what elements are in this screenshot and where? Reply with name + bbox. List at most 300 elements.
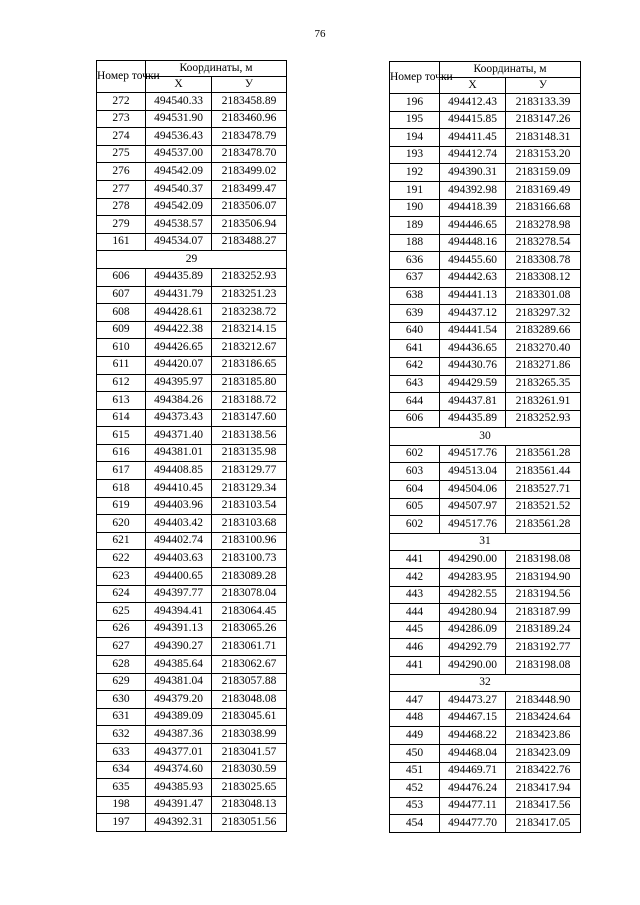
point-number-header: Номер точки <box>390 62 440 94</box>
point-number-cell: 637 <box>390 269 440 287</box>
x-coordinate-cell: 494290.00 <box>440 657 506 675</box>
table-row <box>390 234 581 252</box>
table-row <box>97 673 287 691</box>
x-coordinate-cell: 494436.65 <box>440 340 506 358</box>
x-coordinate-cell: 494385.93 <box>146 779 212 797</box>
x-coordinate-cell: 494477.70 <box>440 815 506 833</box>
table-row <box>390 762 581 780</box>
table-row <box>97 268 287 286</box>
x-coordinate-cell: 494422.38 <box>146 321 212 339</box>
point-number-cell: 628 <box>97 656 146 674</box>
y-coordinate-cell: 2183423.09 <box>506 744 581 762</box>
y-coordinate-cell: 2183061.71 <box>212 638 287 656</box>
x-coordinate-cell: 494412.43 <box>440 94 506 112</box>
y-coordinate-cell: 2183214.15 <box>212 321 287 339</box>
point-number-cell: 445 <box>390 621 440 639</box>
point-number-header: Номер точки <box>97 61 146 93</box>
point-number-cell: 619 <box>97 497 146 515</box>
point-number-cell: 602 <box>390 516 440 534</box>
table-row <box>97 93 287 111</box>
y-coordinate-cell: 2183561.44 <box>506 463 581 481</box>
point-number-cell: 611 <box>97 356 146 374</box>
x-coordinate-cell: 494504.06 <box>440 481 506 499</box>
table-row <box>97 409 287 427</box>
y-coordinate-cell: 2183189.24 <box>506 621 581 639</box>
y-coordinate-cell: 2183041.57 <box>212 743 287 761</box>
point-number-cell: 618 <box>97 480 146 498</box>
y-coordinate-cell: 2183192.77 <box>506 639 581 657</box>
table-row <box>97 444 287 462</box>
table-row <box>97 638 287 656</box>
point-number-cell: 630 <box>97 691 146 709</box>
section-number: 32 <box>390 674 581 692</box>
y-coordinate-cell: 2183423.86 <box>506 727 581 745</box>
y-coordinate-cell: 2183038.99 <box>212 726 287 744</box>
table-row <box>97 163 287 181</box>
x-coordinate-cell: 494468.22 <box>440 727 506 745</box>
x-coordinate-cell: 494531.90 <box>146 110 212 128</box>
y-coordinate-cell: 2183147.26 <box>506 111 581 129</box>
x-coordinate-cell: 494429.59 <box>440 375 506 393</box>
x-coordinate-cell: 494455.60 <box>440 252 506 270</box>
y-coordinate-cell: 2183194.90 <box>506 569 581 587</box>
y-coordinate-cell: 2183147.60 <box>212 409 287 427</box>
x-coordinate-cell: 494420.07 <box>146 356 212 374</box>
x-coordinate-cell: 494517.76 <box>440 445 506 463</box>
table-row <box>390 445 581 463</box>
y-coordinate-cell: 2183506.07 <box>212 198 287 216</box>
point-number-cell: 633 <box>97 743 146 761</box>
table-row <box>97 427 287 445</box>
table-row <box>390 217 581 235</box>
table-row <box>390 322 581 340</box>
table-row <box>97 497 287 515</box>
y-coordinate-cell: 2183133.39 <box>506 94 581 112</box>
x-coordinate-cell: 494290.00 <box>440 551 506 569</box>
table-row <box>390 569 581 587</box>
table-row <box>390 111 581 129</box>
point-number-cell: 274 <box>97 128 146 146</box>
table-row <box>390 498 581 516</box>
table-row <box>97 620 287 638</box>
y-coordinate-cell: 2183078.04 <box>212 585 287 603</box>
table-row <box>390 481 581 499</box>
y-coordinate-cell: 2183278.98 <box>506 217 581 235</box>
y-coordinate-cell: 2183270.40 <box>506 340 581 358</box>
y-coordinate-cell: 2183448.90 <box>506 692 581 710</box>
x-coordinate-cell: 494286.09 <box>440 621 506 639</box>
point-number-cell: 275 <box>97 145 146 163</box>
point-number-cell: 639 <box>390 305 440 323</box>
y-coordinate-cell: 2183153.20 <box>506 146 581 164</box>
point-number-cell: 644 <box>390 393 440 411</box>
y-coordinate-cell: 2183424.64 <box>506 709 581 727</box>
point-number-cell: 446 <box>390 639 440 657</box>
y-coordinate-cell: 2183265.35 <box>506 375 581 393</box>
table-row <box>97 462 287 480</box>
x-coordinate-cell: 494431.79 <box>146 286 212 304</box>
x-coordinate-cell: 494374.60 <box>146 761 212 779</box>
table-row <box>97 550 287 568</box>
point-number-cell: 273 <box>97 110 146 128</box>
table-row <box>97 515 287 533</box>
y-coordinate-cell: 2183089.28 <box>212 568 287 586</box>
table-row <box>390 252 581 270</box>
point-number-cell: 279 <box>97 216 146 234</box>
x-coordinate-cell: 494280.94 <box>440 604 506 622</box>
point-number-cell: 195 <box>390 111 440 129</box>
table-row <box>97 356 287 374</box>
table-row <box>97 532 287 550</box>
table-row <box>97 585 287 603</box>
point-number-cell: 451 <box>390 762 440 780</box>
x-coordinate-cell: 494385.64 <box>146 656 212 674</box>
x-coordinate-cell: 494426.65 <box>146 339 212 357</box>
point-number-cell: 449 <box>390 727 440 745</box>
table-row <box>390 305 581 323</box>
table-row <box>97 691 287 709</box>
table-row <box>97 761 287 779</box>
x-coordinate-cell: 494435.89 <box>440 410 506 428</box>
x-coordinate-cell: 494418.39 <box>440 199 506 217</box>
point-number-cell: 604 <box>390 481 440 499</box>
point-number-cell: 277 <box>97 180 146 198</box>
section-number: 29 <box>97 251 287 269</box>
x-coordinate-cell: 494437.12 <box>440 305 506 323</box>
table-row <box>390 375 581 393</box>
y-coordinate-cell: 2183045.61 <box>212 708 287 726</box>
table-row <box>390 94 581 112</box>
y-coordinate-cell: 2183212.67 <box>212 339 287 357</box>
x-coordinate-cell: 494468.04 <box>440 744 506 762</box>
point-number-cell: 606 <box>390 410 440 428</box>
x-coordinate-cell: 494507.97 <box>440 498 506 516</box>
table-row <box>97 145 287 163</box>
table-row <box>97 110 287 128</box>
point-number-cell: 603 <box>390 463 440 481</box>
y-coordinate-cell: 2183297.32 <box>506 305 581 323</box>
x-coordinate-cell: 494292.79 <box>440 639 506 657</box>
y-coordinate-cell: 2183561.28 <box>506 445 581 463</box>
point-number-cell: 643 <box>390 375 440 393</box>
y-coordinate-cell: 2183148.31 <box>506 129 581 147</box>
y-coordinate-cell: 2183561.28 <box>506 516 581 534</box>
point-number-cell: 636 <box>390 252 440 270</box>
table-row <box>390 146 581 164</box>
point-number-cell: 442 <box>390 569 440 587</box>
y-coordinate-cell: 2183048.08 <box>212 691 287 709</box>
point-number-cell: 276 <box>97 163 146 181</box>
y-coordinate-cell: 2183478.70 <box>212 145 287 163</box>
x-coordinate-cell: 494390.31 <box>440 164 506 182</box>
page-number: 76 <box>314 28 326 40</box>
y-coordinate-cell: 2183417.94 <box>506 780 581 798</box>
table-row <box>97 233 287 251</box>
y-coordinate-cell: 2183185.80 <box>212 374 287 392</box>
point-number-cell: 191 <box>390 181 440 199</box>
x-coordinate-cell: 494390.27 <box>146 638 212 656</box>
x-coordinate-cell: 494397.77 <box>146 585 212 603</box>
x-coordinate-cell: 494381.01 <box>146 444 212 462</box>
table-row <box>97 198 287 216</box>
table-row <box>97 726 287 744</box>
y-coordinate-cell: 2183138.56 <box>212 427 287 445</box>
y-coordinate-cell: 2183271.86 <box>506 357 581 375</box>
point-number-cell: 448 <box>390 709 440 727</box>
point-number-cell: 616 <box>97 444 146 462</box>
y-coordinate-cell: 2183129.77 <box>212 462 287 480</box>
table-row <box>390 199 581 217</box>
point-number-cell: 605 <box>390 498 440 516</box>
x-coordinate-cell: 494476.24 <box>440 780 506 798</box>
x-coordinate-cell: 494371.40 <box>146 427 212 445</box>
point-number-cell: 189 <box>390 217 440 235</box>
x-coordinate-cell: 494473.27 <box>440 692 506 710</box>
x-coordinate-cell: 494540.33 <box>146 93 212 111</box>
point-number-cell: 641 <box>390 340 440 358</box>
x-coordinate-cell: 494408.85 <box>146 462 212 480</box>
y-coordinate-cell: 2183051.56 <box>212 814 287 832</box>
y-coordinate-cell: 2183238.72 <box>212 304 287 322</box>
point-number-cell: 627 <box>97 638 146 656</box>
point-number-cell: 194 <box>390 129 440 147</box>
y-coordinate-cell: 2183308.12 <box>506 269 581 287</box>
table-row <box>390 393 581 411</box>
table-row <box>390 639 581 657</box>
point-number-cell: 447 <box>390 692 440 710</box>
point-number-cell: 617 <box>97 462 146 480</box>
table-row <box>97 708 287 726</box>
y-coordinate-cell: 2183460.96 <box>212 110 287 128</box>
table-row <box>97 568 287 586</box>
point-number-cell: 441 <box>390 657 440 675</box>
table-row <box>97 128 287 146</box>
point-number-cell: 161 <box>97 233 146 251</box>
section-row <box>97 251 287 269</box>
x-coordinate-cell: 494517.76 <box>440 516 506 534</box>
x-coordinate-cell: 494392.31 <box>146 814 212 832</box>
y-coordinate-cell: 2183159.09 <box>506 164 581 182</box>
x-coordinate-cell: 494400.65 <box>146 568 212 586</box>
point-number-cell: 614 <box>97 409 146 427</box>
y-coordinate-cell: 2183499.47 <box>212 180 287 198</box>
section-number: 30 <box>390 428 581 446</box>
table-row <box>97 374 287 392</box>
point-number-cell: 626 <box>97 620 146 638</box>
y-coordinate-cell: 2183252.93 <box>506 410 581 428</box>
point-number-cell: 608 <box>97 304 146 322</box>
y-coordinate-cell: 2183308.78 <box>506 252 581 270</box>
point-number-cell: 610 <box>97 339 146 357</box>
x-coordinate-cell: 494415.85 <box>440 111 506 129</box>
x-coordinate-cell: 494283.95 <box>440 569 506 587</box>
point-number-cell: 624 <box>97 585 146 603</box>
table-row <box>97 304 287 322</box>
y-coordinate-cell: 2183527.71 <box>506 481 581 499</box>
x-coordinate-cell: 494373.43 <box>146 409 212 427</box>
x-coordinate-cell: 494412.74 <box>440 146 506 164</box>
point-number-cell: 615 <box>97 427 146 445</box>
y-coordinate-cell: 2183198.08 <box>506 657 581 675</box>
table-row <box>390 410 581 428</box>
table-row <box>97 779 287 797</box>
point-number-cell: 609 <box>97 321 146 339</box>
y-column-header: У <box>212 77 287 93</box>
x-column-header: X <box>440 78 506 94</box>
section-row <box>390 674 581 692</box>
x-coordinate-cell: 494542.09 <box>146 198 212 216</box>
y-column-header: У <box>506 78 581 94</box>
coordinates-table-left <box>96 60 287 832</box>
y-coordinate-cell: 2183025.65 <box>212 779 287 797</box>
x-coordinate-cell: 494392.98 <box>440 181 506 199</box>
y-coordinate-cell: 2183065.26 <box>212 620 287 638</box>
table-row <box>97 286 287 304</box>
point-number-cell: 193 <box>390 146 440 164</box>
x-coordinate-cell: 494411.45 <box>440 129 506 147</box>
x-coordinate-cell: 494428.61 <box>146 304 212 322</box>
x-coordinate-cell: 494435.89 <box>146 268 212 286</box>
table-row <box>390 340 581 358</box>
x-coordinate-cell: 494403.42 <box>146 515 212 533</box>
point-number-cell: 631 <box>97 708 146 726</box>
point-number-cell: 188 <box>390 234 440 252</box>
point-number-cell: 642 <box>390 357 440 375</box>
y-coordinate-cell: 2183252.93 <box>212 268 287 286</box>
x-coordinate-cell: 494537.00 <box>146 145 212 163</box>
point-number-cell: 629 <box>97 673 146 691</box>
table-row <box>390 287 581 305</box>
y-coordinate-cell: 2183417.05 <box>506 815 581 833</box>
x-coordinate-cell: 494395.97 <box>146 374 212 392</box>
table-row <box>97 743 287 761</box>
x-coordinate-cell: 494384.26 <box>146 392 212 410</box>
point-number-cell: 607 <box>97 286 146 304</box>
point-number-cell: 606 <box>97 268 146 286</box>
table-row <box>97 656 287 674</box>
y-coordinate-cell: 2183187.99 <box>506 604 581 622</box>
section-number: 31 <box>390 533 581 551</box>
x-coordinate-cell: 494441.13 <box>440 287 506 305</box>
table-row <box>390 516 581 534</box>
table-row <box>390 269 581 287</box>
point-number-cell: 625 <box>97 603 146 621</box>
table-row <box>97 392 287 410</box>
y-coordinate-cell: 2183506.94 <box>212 216 287 234</box>
table-row <box>97 603 287 621</box>
y-coordinate-cell: 2183301.08 <box>506 287 581 305</box>
x-coordinate-cell: 494542.09 <box>146 163 212 181</box>
table-row <box>390 797 581 815</box>
y-coordinate-cell: 2183261.91 <box>506 393 581 411</box>
table-row <box>390 181 581 199</box>
point-number-cell: 192 <box>390 164 440 182</box>
table-row <box>390 463 581 481</box>
x-coordinate-cell: 494538.57 <box>146 216 212 234</box>
point-number-cell: 198 <box>97 796 146 814</box>
section-row <box>390 533 581 551</box>
x-coordinate-cell: 494379.20 <box>146 691 212 709</box>
y-coordinate-cell: 2183103.54 <box>212 497 287 515</box>
x-coordinate-cell: 494469.71 <box>440 762 506 780</box>
table-body <box>390 94 581 833</box>
x-coordinate-cell: 494513.04 <box>440 463 506 481</box>
point-number-cell: 632 <box>97 726 146 744</box>
coordinates-table-right <box>389 61 581 833</box>
x-coordinate-cell: 494477.11 <box>440 797 506 815</box>
y-coordinate-cell: 2183188.72 <box>212 392 287 410</box>
table-row <box>390 657 581 675</box>
point-number-cell: 197 <box>97 814 146 832</box>
table-row <box>390 164 581 182</box>
x-coordinate-cell: 494403.96 <box>146 497 212 515</box>
x-coordinate-cell: 494377.01 <box>146 743 212 761</box>
x-coordinate-cell: 494403.63 <box>146 550 212 568</box>
y-coordinate-cell: 2183186.65 <box>212 356 287 374</box>
x-coordinate-cell: 494540.37 <box>146 180 212 198</box>
y-coordinate-cell: 2183194.56 <box>506 586 581 604</box>
point-number-cell: 452 <box>390 780 440 798</box>
point-number-cell: 190 <box>390 199 440 217</box>
x-coordinate-cell: 494410.45 <box>146 480 212 498</box>
table-row <box>390 604 581 622</box>
x-coordinate-cell: 494441.54 <box>440 322 506 340</box>
point-number-cell: 634 <box>97 761 146 779</box>
x-coordinate-cell: 494389.09 <box>146 708 212 726</box>
point-number-cell: 622 <box>97 550 146 568</box>
table-row <box>97 216 287 234</box>
y-coordinate-cell: 2183103.68 <box>212 515 287 533</box>
table-row <box>390 357 581 375</box>
x-coordinate-cell: 494282.55 <box>440 586 506 604</box>
table-row <box>390 709 581 727</box>
point-number-cell: 613 <box>97 392 146 410</box>
table-row <box>390 815 581 833</box>
y-coordinate-cell: 2183488.27 <box>212 233 287 251</box>
point-number-cell: 450 <box>390 744 440 762</box>
x-coordinate-cell: 494391.13 <box>146 620 212 638</box>
y-coordinate-cell: 2183129.34 <box>212 480 287 498</box>
y-coordinate-cell: 2183251.23 <box>212 286 287 304</box>
y-coordinate-cell: 2183289.66 <box>506 322 581 340</box>
point-number-cell: 638 <box>390 287 440 305</box>
table-row <box>97 180 287 198</box>
y-coordinate-cell: 2183458.89 <box>212 93 287 111</box>
x-coordinate-cell: 494536.43 <box>146 128 212 146</box>
x-coordinate-cell: 494437.81 <box>440 393 506 411</box>
table-row <box>390 586 581 604</box>
table-row <box>97 814 287 832</box>
y-coordinate-cell: 2183048.13 <box>212 796 287 814</box>
point-number-cell: 621 <box>97 532 146 550</box>
x-coordinate-cell: 494381.04 <box>146 673 212 691</box>
table-row <box>390 551 581 569</box>
table-row <box>97 321 287 339</box>
point-number-cell: 441 <box>390 551 440 569</box>
table-row <box>390 727 581 745</box>
y-coordinate-cell: 2183057.88 <box>212 673 287 691</box>
table-row <box>97 480 287 498</box>
point-number-cell: 453 <box>390 797 440 815</box>
y-coordinate-cell: 2183521.52 <box>506 498 581 516</box>
point-number-cell: 620 <box>97 515 146 533</box>
point-number-cell: 635 <box>97 779 146 797</box>
coordinates-header: Координаты, м <box>146 61 287 77</box>
y-coordinate-cell: 2183478.79 <box>212 128 287 146</box>
point-number-cell: 602 <box>390 445 440 463</box>
y-coordinate-cell: 2183417.56 <box>506 797 581 815</box>
table-row <box>390 692 581 710</box>
